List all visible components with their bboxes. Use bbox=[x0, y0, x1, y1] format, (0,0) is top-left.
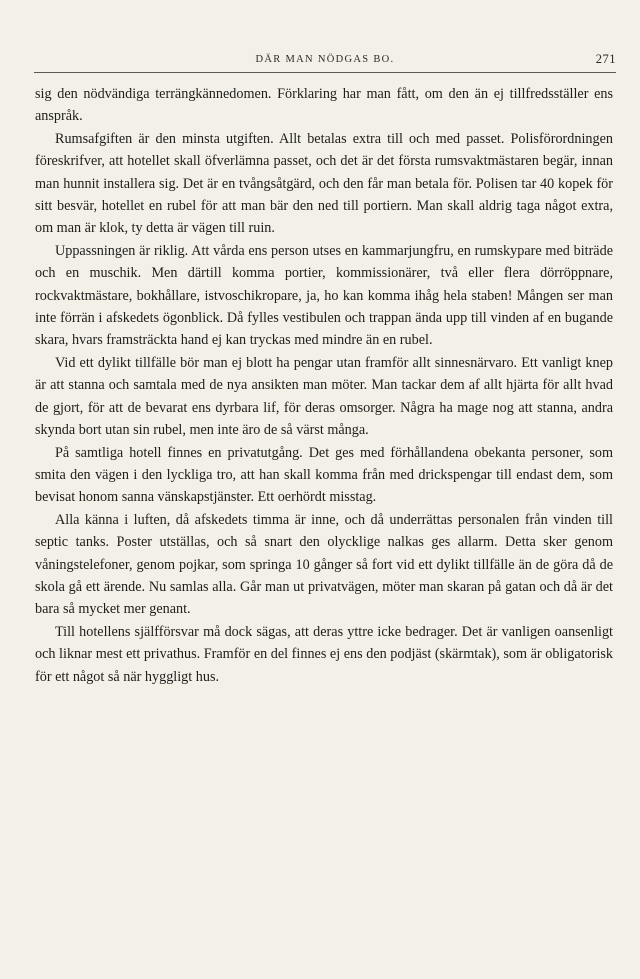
paragraph-6: Alla känna i luften, då afskedets timma är inne, och då underrättas personalen från vinden till septic tanks. Poster utställas, och så snart den olycklige nalkas ges allarm. Detta sker genom våningstelefoner, genom pojkar, som springa 10 gånger så fort vid ett dylikt tillfälle än de göra då de skola gå ett ärende. Nu samlas alla. Går man ut privatvägen, möter man skaran på gatan och då är det bara så mycket mer genant. bbox=[35, 511, 613, 618]
running-title: DÄR MAN NÖDGAS BO. bbox=[255, 54, 395, 65]
page-number: 271 bbox=[595, 52, 616, 66]
paragraph-2: Rumsafgiften är den minsta utgiften. Allt betalas extra till och med passet. Polisförordningen föreskrifver, att hotellet skall öfverlämna passet, och det är det första rumsvaktmästaren begär, innan man hunnit installera sig. Det är en tvångsåtgärd, och den får man betala för. Polisen tar 40 kopek för sitt besvär, hotellet en rubel för att man bär den ned till portiern. Man skall aldrig taga något extra, om man är klok, ty detta är vägen till ruin. bbox=[35, 130, 613, 237]
header-rule bbox=[34, 72, 616, 73]
paragraph-1: sig den nödvändiga terrängkännedomen. Förklaring har man fått, om den än ej tillfredsställer ens anspråk. bbox=[35, 86, 613, 125]
paragraph-7: Till hotellens själfförsvar må dock sägas, att deras yttre icke bedrager. Det är vanligen oansenligt och liknar mest ett privathus. Framför en del finnes ej ens den podjäst (skärmtak), som är obligatorisk för ett något så när hyggligt hus. bbox=[35, 623, 613, 685]
body-text bbox=[35, 83, 613, 688]
running-head bbox=[34, 48, 616, 74]
paragraph-5: På samtliga hotell finnes en privatutgång. Det ges med förhållandena obekanta personer, som smita den vägen i den lyckliga tro, att han skall komma från med drickspengar till endast dem, som bevisat honom sanna vänskapstjänster. Ett oerhördt misstag. bbox=[35, 444, 613, 506]
paragraph-3: Uppassningen är riklig. Att vårda ens person utses en kammarjungfru, en rumskypare med biträde och en muschik. Men därtill komma portier, kommissionärer, två eller flera dörröppnare, rockvaktmästare, bokhållare, istvoschikropare, ja, ho kan komma ihåg hela staben! Mången ser man inte förrän i afskedets ögonblick. Då fylles vestibulen och trappan ända upp till vinden af en bugande skara, hvars framsträckta hand ej kan tryckas med mindre än en rubel. bbox=[35, 242, 613, 349]
paragraph-4: Vid ett dylikt tillfälle bör man ej blott ha pengar utan framför allt sinnesnärvaro. Ett vanligt knep är att stanna och samtala med de nya ansikten man möter. Man tackar dem af allt hjärta för allt hvad de gjort, för att de bevarat ens dyrbara lif, för deras omsorger. Några ha mage nog att stanna, andra skynda bort utan sin rubel, men inte äro de så värst många. bbox=[35, 354, 613, 439]
